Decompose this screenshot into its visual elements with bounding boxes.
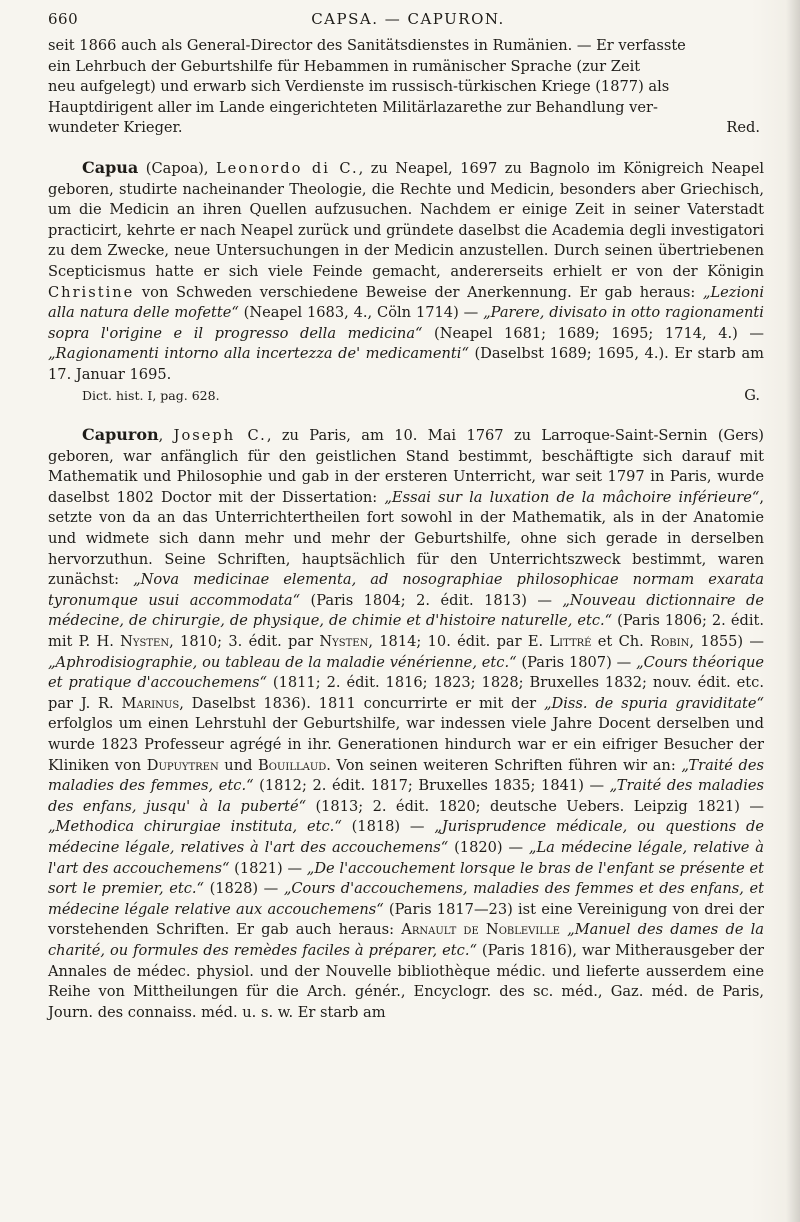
person-name: Nysten (120, 633, 170, 651)
text: et Ch. (591, 633, 651, 651)
work-title: „Cours théorique et pratique d'accouchemens“ (48, 653, 764, 692)
headword: Capua (82, 157, 139, 177)
text: . Von seinen weiteren Schriften führen wir an: (326, 756, 682, 774)
text: (1821) — (229, 859, 307, 877)
person-name: Bouillaud (258, 756, 327, 774)
text-line: Hauptdirigent aller im Lande eingerichteten Militärlazarethe zur Behandlung ver- (48, 98, 658, 116)
work-title: „La médecine légale, relative à l'art des accouchemens“ (48, 838, 764, 877)
text: (1818) — (341, 818, 435, 836)
work-title: „Methodica chirurgiae instituta, etc.“ (48, 818, 342, 836)
text-line: neu aufgelegt) und erwarb sich Verdienste im russisch-türkischen Kriege (1877) als (48, 78, 670, 96)
person-name: Nysten (319, 633, 369, 651)
work-title: „De l'accouchement lorsque le bras de l'enfant se présente et sort le premier, etc.“ (48, 859, 764, 898)
text: , zu Neapel, 1697 zu Bagnolo im Königreich Neapel geboren, studirte nacheinander Theologie, die Rechte und Medicin, besonders aber Griechisch, um die Medicin an ihren Quellen aufzusuchen. Nachdem er einige Zeit in seiner Vaterstadt practicirt, kehrte er nach Neapel zurück und gründete daselbst die Academia degli investigatori zu dem Zwecke, neue Untersuchungen in der Medicin anzustellen. Durch seinen übertriebenen Scepticismus hatte er sich viele Feinde gemacht, andererseits erhielt er von der Königin (48, 159, 764, 280)
source-line (48, 386, 764, 407)
text: (1820) — (448, 838, 529, 856)
person-name: Joseph C. (173, 427, 267, 445)
work-title: „Manuel des dames de la charité, ou formules des remèdes faciles à préparer, etc.“ (48, 921, 765, 959)
text-line: seit 1866 auch als General-Director des Sanitätsdienstes in Rumänien. — Er verfasste (48, 37, 686, 54)
text: (Neapel 1681; 1689; 1695; 1714, 4.) — (422, 324, 764, 342)
entry-capsa-continuation (48, 36, 764, 139)
text: (Neapel 1683, 4., Cöln 1714) — (238, 304, 484, 322)
entry-paragraph (48, 158, 764, 386)
text: (Capoa), (138, 159, 216, 177)
text: , 1810; 3. édit. par (169, 633, 320, 651)
entry-capuron (48, 425, 764, 1023)
text: , Daselbst 1836). 1811 concurrirte er mit der (179, 694, 544, 712)
work-title: „Jurisprudence médicale, ou questions de médecine légale, relatives à l'art des accouchemens“ (48, 818, 764, 856)
person-name: Robin (650, 633, 690, 651)
text: , (158, 427, 174, 445)
entry-paragraph (48, 425, 764, 1023)
capsa-last-line (48, 118, 764, 139)
page-edge-shadow (786, 0, 800, 1222)
work-title: „Aphrodisiographie, ou tableau de la maladie vénérienne, etc.“ (48, 653, 517, 671)
work-title: „Lezioni alla natura delle mofette“ (48, 283, 764, 322)
entry-capua (48, 158, 764, 406)
text: (Paris 1816), war Mitherausgeber der Annales de médec. physiol. und der Nouvelle bibliothèque médic. und lieferte ausserdem eine Reihe von Mittheilungen für die Arch. génér., Encyclogr. des sc. méd., Gaz. méd. de Paris, Journ. des connaiss. méd. u. s. w. Er starb am (48, 941, 765, 1021)
person-name: Arnault de Nobleville (401, 921, 560, 939)
text: (1813; 2. édit. 1820; deutsche Uebers. Leipzig 1821) — (306, 797, 764, 815)
person-name: Marinus (121, 694, 180, 712)
headword: Capuron (82, 425, 159, 445)
text: (Paris 1806; 2. édit. mit P. H. (48, 612, 764, 651)
text: (1811; 2. édit. 1816; 1823; 1828; Bruxelles 1832; nouv. édit. etc. par J. R. (48, 674, 764, 712)
entry-gap (48, 406, 764, 425)
person-name: Littré (549, 633, 592, 651)
work-title: „Traité des maladies des femmes, etc.“ (48, 756, 764, 795)
text: (Paris 1807) — (516, 653, 637, 671)
text: (1812; 2. édit. 1817; Bruxelles 1835; 1841) — (253, 777, 610, 795)
page-number: 660 (48, 10, 79, 28)
text: von Schweden verschiedene Beweise der Anerkennung. Er gab heraus: (134, 283, 703, 301)
text: (Paris 1817—23) ist eine Vereinigung von drei der vorstehenden Schriften. Er gab auch heraus: (48, 900, 764, 939)
text: , setzte von da an das Unterrichtertheilen fort sowohl in der Mathematik, als in der Anatomie und widmete sich dann mehr und mehr der Geburtshilfe, ohne sich gerade in derselben hervorzuthun. Seine Schriften, hauptsächlich für den Unterrichtszweck bestimmt, waren zunächst: (48, 488, 764, 589)
text: (Paris 1804; 2. édit. 1813) — (300, 591, 563, 609)
work-title: „Essai sur la luxation de la mâchoire inférieure“ (384, 488, 760, 506)
text: erfolglos um einen Lehrstuhl der Geburtshilfe, war indessen viele Jahre Docent derselben und wurde 1823 Professeur agrégé in ihr. Generationen hindurch war er ein eifriger Besucher der Kliniken von (48, 715, 764, 774)
person-name: Dupuytren (146, 756, 219, 774)
work-title: „Nouveau dictionnaire de médecine, de chirurgie, de physique, de chimie et d'histoire naturelle, etc.“ (48, 591, 764, 630)
page-header (48, 10, 768, 34)
work-title: „Ragionamenti intorno alla incertezza de' medicamenti“ (48, 345, 469, 363)
work-title: „Diss. de spuria graviditate“ (543, 694, 764, 712)
text: , zu Paris, am 10. Mai 1767 zu Larroque-Saint-Sernin (Gers) geboren, war anfänglich für den geistlichen Stand bestimmt, beschäftigte sich darauf mit Mathematik und Philosophie und gab in der ersteren Unterricht, war seit 1797 in Paris, wurde daselbst 1802 Doctor mit der Dissertation: (48, 427, 764, 506)
author-signature: Red. (726, 119, 760, 137)
person-name: Christine (48, 283, 135, 301)
author-signature: G. (744, 386, 760, 404)
running-head: CAPSA. — CAPURON. (311, 10, 505, 28)
work-title: „Nova medicinae elementa, ad nosographiae philosophicae normam exarata tyronumque usui accommodata“ (48, 571, 765, 609)
work-title: „Traité des maladies des enfans, jusqu' à la puberté“ (48, 777, 764, 815)
text-line: ein Lehrbuch der Geburtshilfe für Hebammen in rumänischer Sprache (zur Zeit (48, 57, 641, 75)
body-text (48, 36, 764, 1023)
text: (1828) — (204, 880, 284, 898)
source-reference: Dict. hist. I, pag. 628. (82, 387, 220, 403)
person-name: Leonordo di C. (215, 159, 359, 177)
entry-gap (48, 139, 764, 158)
text: , 1814; 10. édit. par E. (368, 633, 550, 651)
work-title: „Cours d'accouchemens, maladies des femmes et des enfans, et médecine légale relative aux accouchemens“ (48, 880, 764, 918)
text-line: wundeter Krieger. (48, 119, 183, 137)
text: (Daselbst 1689; 1695, 4.). Er starb am 17. Januar 1695. (48, 345, 764, 383)
work-title: „Parere, divisato in otto ragionamenti sopra l'origine e il progresso della medicina“ (48, 304, 764, 342)
text: und (218, 756, 259, 774)
text: , 1855) — (689, 633, 765, 651)
